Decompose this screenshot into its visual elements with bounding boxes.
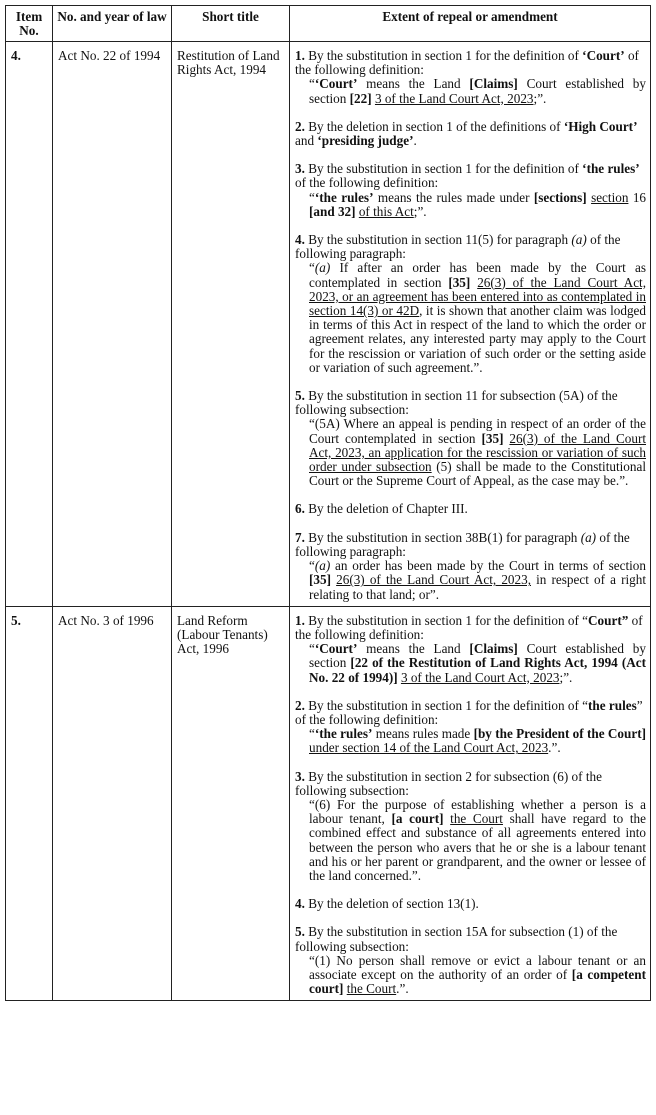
- text-run: 16: [628, 189, 647, 205]
- text-run: 5.: [295, 388, 305, 404]
- amendment-item: [295, 925, 646, 996]
- italic-text: (a): [314, 558, 331, 574]
- text-run: ” of the following definition:: [295, 697, 643, 727]
- text-run: Court established by section: [309, 76, 646, 106]
- text-run: means the Land: [357, 76, 470, 92]
- text-run: 6.: [295, 501, 305, 517]
- item-number: 5.: [6, 606, 53, 1001]
- text-run: “(1) No person shall remove or evict a labour tenant or an associate except on the authority of an order of: [309, 952, 646, 982]
- amendment-item: [295, 120, 646, 148]
- bold-text: [a competent court]: [309, 966, 646, 997]
- text-run: By the deletion of section 13(1).: [304, 896, 479, 912]
- bold-text: ‘Court’: [314, 641, 358, 657]
- amendment-item: [295, 531, 646, 602]
- text-run: By the substitution in section 1 for the definition of: [304, 48, 583, 63]
- text-run: By the substitution in section 1 for the definition of “: [304, 697, 589, 713]
- amendment-item: [295, 162, 646, 219]
- amended-text: [295, 642, 646, 685]
- bold-text: [35]: [309, 572, 331, 588]
- amendment-item: [295, 49, 646, 106]
- text-run: “: [309, 76, 315, 92]
- text-run: of the following paragraph:: [295, 232, 621, 262]
- text-run: 3.: [295, 161, 305, 177]
- bold-text: [22]: [349, 90, 372, 106]
- short-title: Land Reform (Labour Tenants) Act, 1996: [172, 606, 290, 1001]
- text-run: shall have regard to the combined effect and substance of all agreements entered into between the person who avers that he or she is a labour tenant and his or her parent or grandparent, and the owner or lessee of the land concerned.”.: [309, 811, 646, 883]
- text-run: 7.: [295, 529, 305, 545]
- text-run: By the substitution in section 38B(1) for paragraph: [304, 529, 581, 545]
- amended-text: [295, 727, 646, 755]
- text-run: “: [309, 189, 315, 205]
- text-run: means the rules made under: [373, 189, 534, 205]
- amended-text: [295, 261, 646, 375]
- text-run: “: [309, 641, 315, 657]
- text-run: By the substitution in section 11 for subsection (5A) of the following subsection:: [295, 388, 618, 418]
- text-run: “(6) For the purpose of establishing whether a person is a labour tenant,: [309, 796, 646, 827]
- text-run: 1.: [295, 612, 305, 628]
- bold-text: ‘presiding judge’: [317, 133, 414, 149]
- underlined-text: of this Act: [358, 203, 414, 219]
- text-run: 4.: [295, 232, 305, 248]
- bold-text: [22 of the Restitution of Land Rights Act, 1994 (Act No. 22 of 1994)]: [309, 655, 646, 685]
- italic-text: (a): [314, 260, 331, 276]
- amendment-instruction: [295, 699, 646, 727]
- underlined-text: 26(3) of the Land Court Act, 2023,: [336, 572, 531, 588]
- text-run: means rules made: [372, 726, 474, 742]
- bold-text: ‘the rules’: [314, 726, 373, 742]
- text-run: , it is shown that another claim was lodged in terms of this Act in respect of the land to which the order or agreement relates, any interested party may apply to the Court for the rescission or variation of such order or the setting aside or variation of such agreement.”.: [309, 303, 646, 375]
- text-run: By the substitution in section 11(5) for paragraph: [304, 232, 572, 248]
- bold-text: [by the President of the Court]: [473, 726, 646, 742]
- text-run: of the following definition:: [295, 48, 639, 78]
- text-run: “: [309, 726, 315, 742]
- underlined-text: the Court: [346, 981, 397, 997]
- amendment-item: [295, 389, 646, 488]
- amendment-item: [295, 770, 646, 884]
- text-run: “(5A) Where an appeal is pending in respect of an order of the Court contemplated in section: [309, 416, 646, 446]
- text-run: ;”.: [559, 669, 573, 685]
- bold-text: ‘the rules’: [314, 189, 374, 205]
- text-run: of the following paragraph:: [295, 529, 630, 559]
- text-run: .: [413, 133, 417, 149]
- amendment-instruction: [295, 233, 646, 261]
- header-extent: Extent of repeal or amendment: [290, 6, 651, 42]
- bold-text: [and 32]: [309, 203, 356, 219]
- italic-text: (a): [580, 529, 597, 545]
- amendment-instruction: [295, 531, 646, 559]
- text-run: (5) shall be made to the Constitutional Court or the Supreme Court of Appeal, as the case may be.”.: [309, 459, 646, 489]
- amendment-item: [295, 897, 646, 911]
- text-run: If after an order has been made by the Court as contemplated in section: [309, 260, 646, 290]
- text-run: of the following definition:: [295, 612, 643, 642]
- text-run: By the substitution in section 1 for the definition of “: [304, 612, 589, 628]
- table-row: [6, 42, 651, 607]
- header-short-title: Short title: [172, 6, 290, 42]
- amendment-instruction: [295, 502, 646, 516]
- amended-text: [295, 954, 646, 997]
- amended-text: [295, 798, 646, 883]
- text-run: .”.: [548, 740, 561, 756]
- text-run: 4.: [295, 896, 305, 912]
- text-run: By the substitution in section 15A for subsection (1) of the following subsection:: [295, 924, 618, 954]
- amendment-item: [295, 233, 646, 375]
- underlined-text: under section 14 of the Land Court Act, 2023: [309, 740, 549, 756]
- amendment-instruction: [295, 614, 646, 642]
- law-number-year: Act No. 3 of 1996: [53, 606, 172, 1001]
- amendment-instruction: [295, 389, 646, 417]
- amended-text: [295, 77, 646, 105]
- underlined-text: section: [591, 189, 629, 205]
- bold-text: [Claims]: [469, 76, 518, 92]
- italic-text: (a): [571, 232, 587, 248]
- short-title: Restitution of Land Rights Act, 1994: [172, 42, 290, 607]
- text-run: 1.: [295, 48, 305, 63]
- law-number-year: Act No. 22 of 1994: [53, 42, 172, 607]
- text-run: “: [309, 558, 315, 574]
- table-row: [6, 606, 651, 1001]
- amendment-item: [295, 614, 646, 685]
- text-run: “: [309, 260, 315, 276]
- underlined-text: 26(3) of the Land Court Act, 2023, or an agreement has been entered into as contemplated in section 14(3) or 42D: [309, 274, 647, 319]
- text-run: 3.: [295, 768, 305, 784]
- text-run: ;”.: [413, 203, 427, 219]
- text-run: 2.: [295, 697, 305, 713]
- bold-text: ‘the rules’: [582, 161, 640, 177]
- amendment-instruction: [295, 162, 646, 190]
- text-run: 2.: [295, 118, 305, 134]
- header-item-no: Item No.: [6, 6, 53, 42]
- bold-text: ‘Court’: [314, 76, 358, 92]
- amended-text: [295, 191, 646, 219]
- text-run: of the following definition:: [295, 175, 439, 191]
- text-run: By the substitution in section 2 for subsection (6) of the following subsection:: [295, 768, 602, 798]
- text-run: in respect of a right relating to that land; or”.: [309, 572, 647, 602]
- item-number: 4.: [6, 42, 53, 607]
- amendment-item: [295, 699, 646, 756]
- amendment-instruction: [295, 120, 646, 148]
- amendment-schedule-table: [5, 5, 651, 1001]
- amendment-instruction: [295, 770, 646, 798]
- text-run: By the substitution in section 1 for the definition of: [304, 161, 583, 177]
- extent-of-amendment: [290, 606, 651, 1001]
- bold-text: [sections]: [533, 189, 587, 205]
- bold-text: ‘High Court’: [563, 118, 638, 134]
- bold-text: the rules: [588, 697, 637, 713]
- header-row: [6, 6, 651, 42]
- text-run: .”.: [396, 981, 409, 997]
- text-run: ;”.: [533, 90, 547, 106]
- text-run: means the Land: [357, 641, 470, 657]
- amendment-instruction: [295, 925, 646, 953]
- bold-text: [a court]: [391, 811, 444, 827]
- bold-text: [Claims]: [469, 641, 518, 657]
- underlined-text: 26(3) of the Land Court Act, 2023, an application for the rescission or variation of such order under subsection: [309, 430, 647, 475]
- text-run: and: [295, 133, 318, 149]
- text-run: By the deletion in section 1 of the definitions of: [304, 118, 564, 134]
- underlined-text: 3 of the Land Court Act, 2023: [400, 669, 560, 685]
- extent-of-amendment: [290, 42, 651, 607]
- table-header: [6, 6, 651, 42]
- bold-text: Court”: [588, 612, 629, 628]
- header-law-no: No. and year of law: [53, 6, 172, 42]
- amended-text: [295, 559, 646, 602]
- underlined-text: the Court: [450, 811, 503, 827]
- text-run: By the deletion of Chapter III.: [304, 501, 468, 517]
- amendment-instruction: [295, 49, 646, 77]
- text-run: 5.: [295, 924, 305, 940]
- bold-text: ‘Court’: [582, 48, 625, 63]
- amendment-item: [295, 502, 646, 516]
- amended-text: [295, 417, 646, 488]
- table-body: [6, 42, 651, 1001]
- amendment-instruction: [295, 897, 646, 911]
- underlined-text: 3 of the Land Court Act, 2023: [374, 90, 534, 106]
- text-run: Court established by section: [309, 641, 646, 671]
- bold-text: [35]: [448, 274, 471, 290]
- bold-text: [35]: [481, 430, 504, 446]
- text-run: an order has been made by the Court in terms of section: [330, 558, 646, 574]
